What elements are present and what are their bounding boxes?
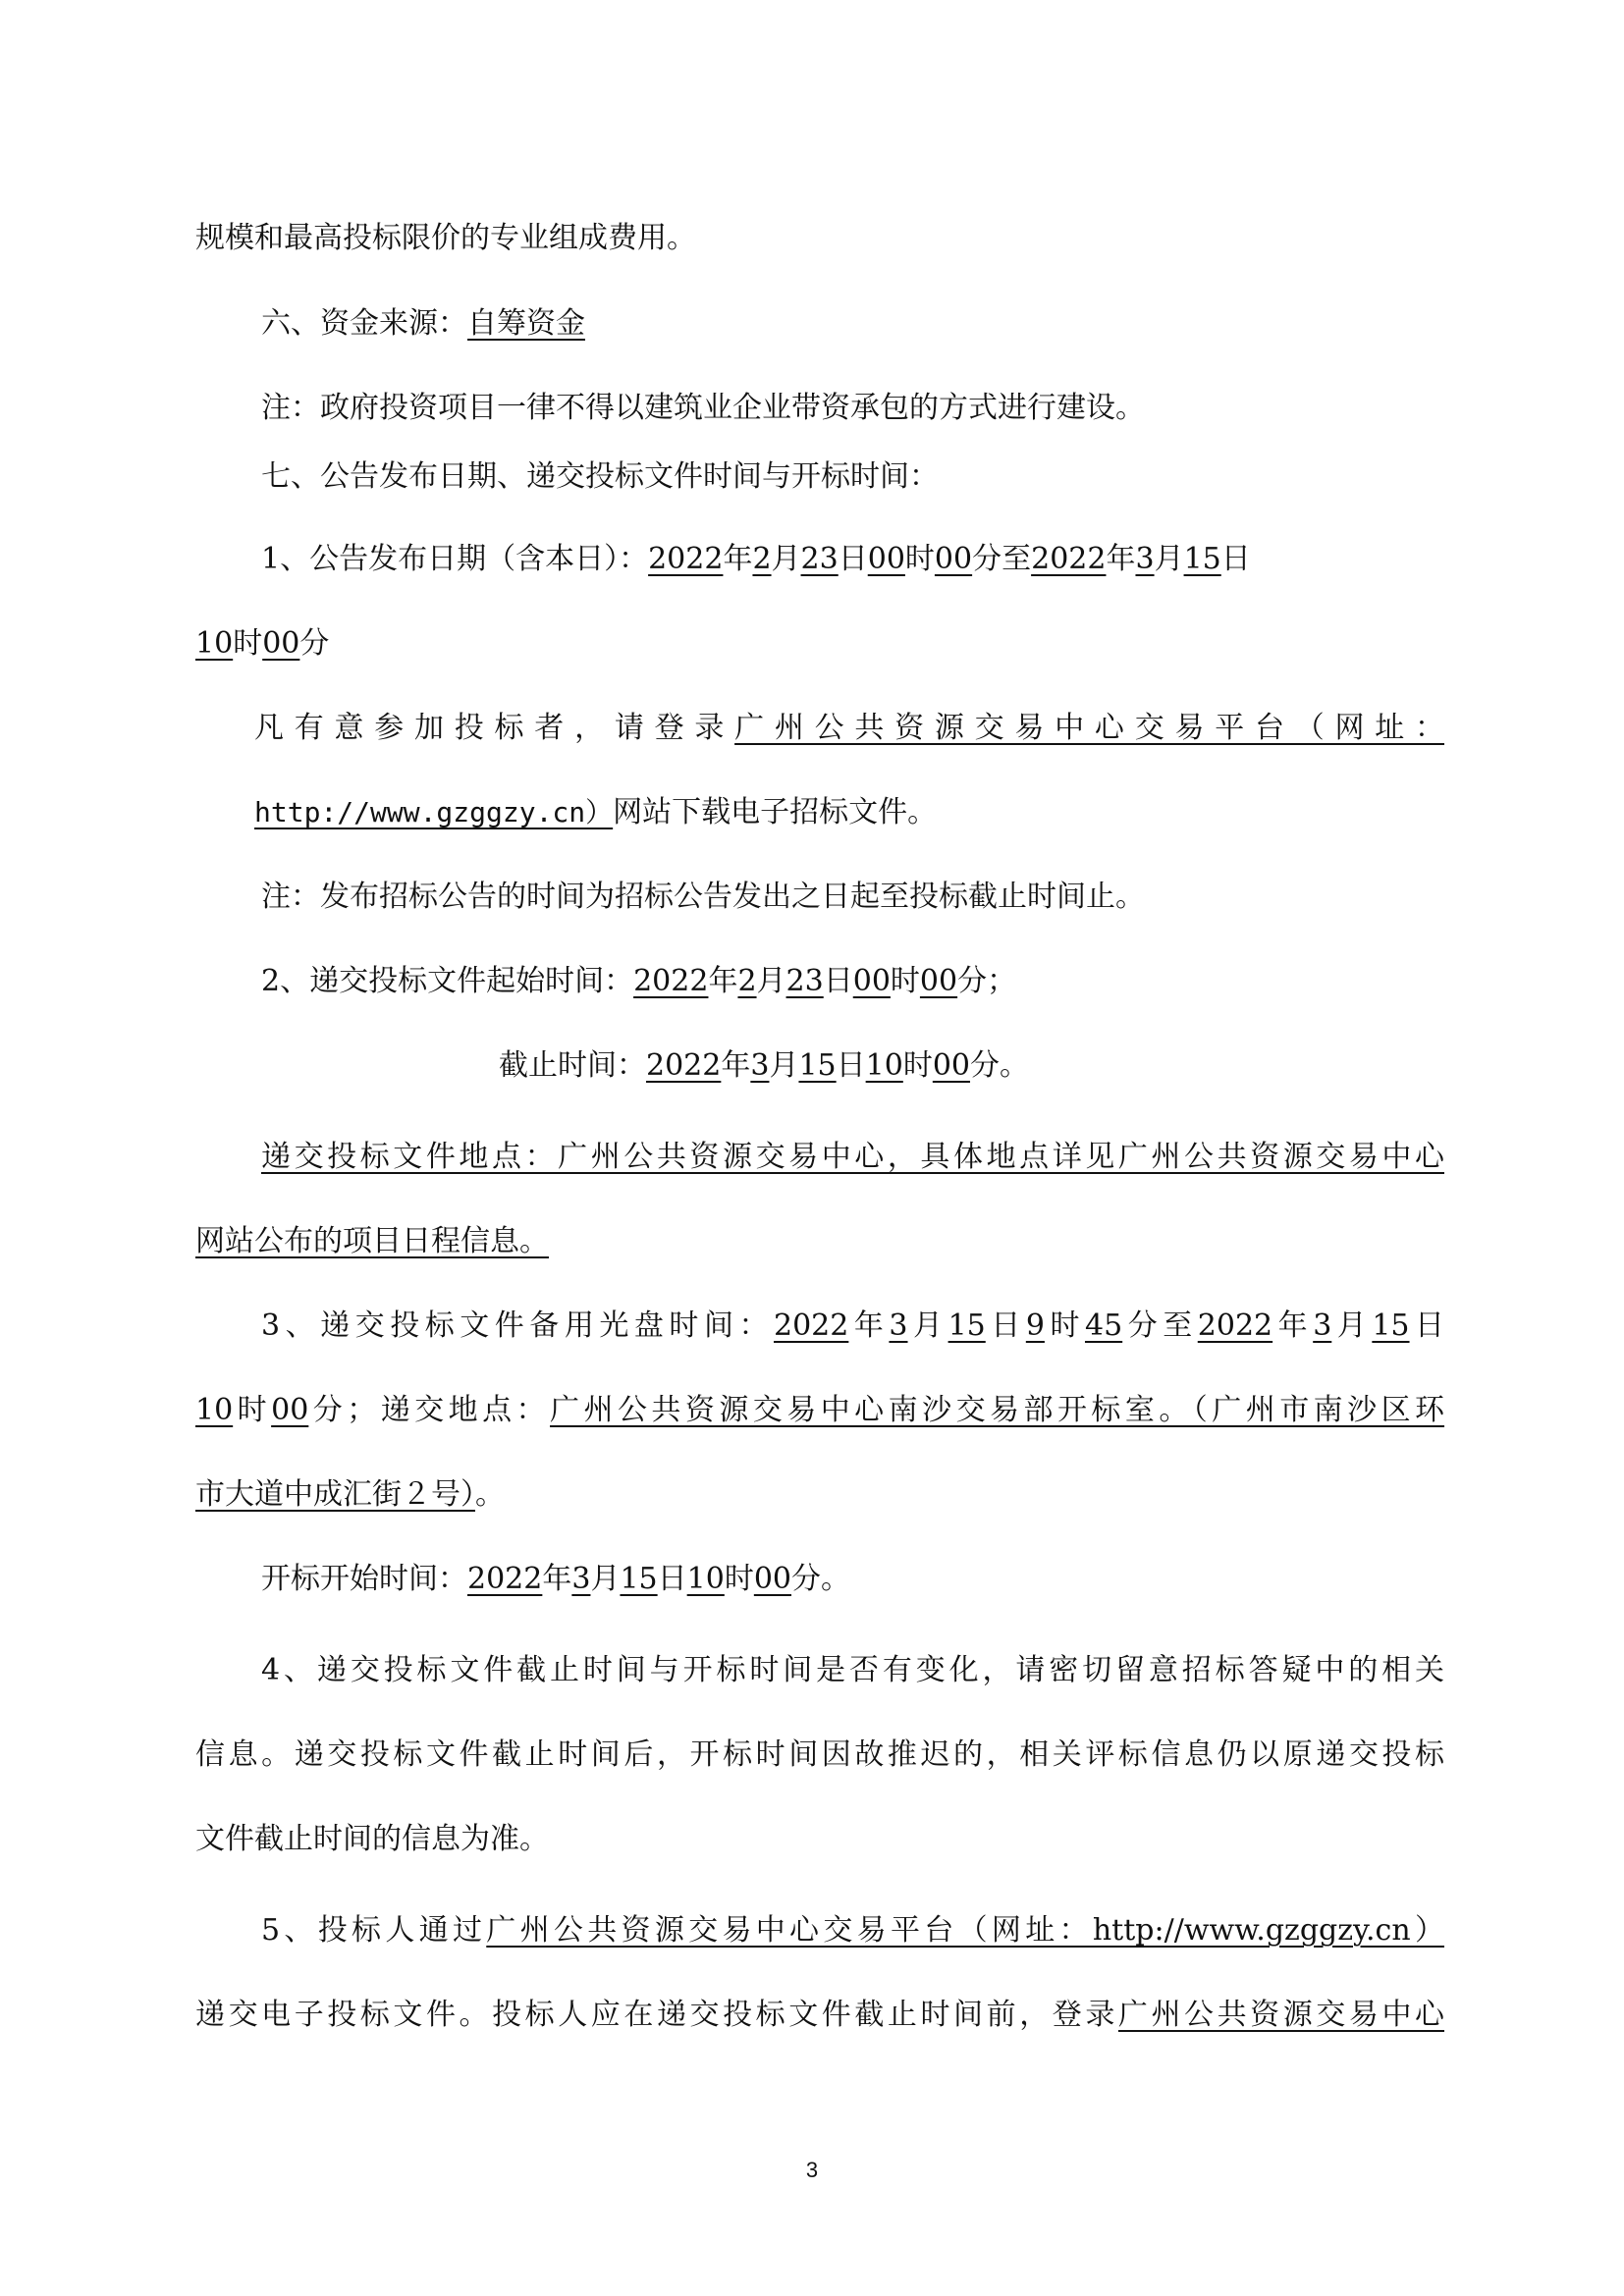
bid-opening-label: 开标开始时间： [261, 1562, 467, 1596]
opening-month: 3 [571, 1562, 591, 1596]
backup-place-value: 广州公共资源交易中心南沙交易部开标室。（广州市南沙区环 [550, 1393, 1445, 1427]
submission-place-text: 递交投标文件地点：广州公共资源交易中心，具体地点详见广州公共资源交易中心 [261, 1140, 1444, 1174]
opening-minute: 00 [753, 1562, 792, 1596]
download-text: 凡有意参加投标者，请登录 [254, 711, 735, 745]
deadline-minute: 00 [932, 1048, 971, 1083]
item-5-platform-link[interactable]: 广州公共资源交易中心交易平台（网址：http://www.gzggzy.cn） [486, 1913, 1444, 1948]
backup-start-hour: 9 [1025, 1308, 1045, 1343]
backup-end-minute: 00 [271, 1393, 309, 1427]
platform-link[interactable]: 广州公共资源交易中心交易平台（网址： [734, 711, 1445, 745]
deadline-month: 3 [750, 1048, 770, 1083]
item-4-text-3: 文件截止时间的信息为准。 [195, 1822, 549, 1856]
section-title: 七、公告发布日期、递交投标文件时间与开标时间： [261, 459, 939, 494]
end-day: 15 [1183, 542, 1221, 576]
start-month: 2 [752, 542, 772, 576]
announcement-date-label: 1、公告发布日期（含本日）： [261, 542, 649, 576]
opening-year: 2022 [467, 1562, 543, 1596]
submission-start-hour: 00 [852, 964, 891, 998]
document-page: 规模和最高投标限价的专业组成费用。 六、资金来源：自筹资金 注：政府投资项目一律不得以建筑业企业带资承包的方式进行建设。 七、公告发布日期、递交投标文件时间与开标时间： 1、公告发布日期（含本日）：2022年2月23日00时00分至2022年3月15日 10时00分 凡有意参加投标者，请登录广州公共资源交易中心交易平台（网址： http://www.gzggzy.cn）网站下载电子招标文件。 注：发布招标公告的时间为招标公告发出之日起至投标截止时间止。 2、递交投标文件起始时间：2022年2月23日00时00分； 截止时间：2022年3月15日10时00分。 递交投标文件地点：广州公共资源交易中心，具体地点详见广州公共资源交易中心 网站公布的项目日程信息。 3、递交投标文件备用光盘时间：2022年3月15日9时45分至2022年3月15日 10时00分；递交地点：广州公共资源交易中心南沙交易部开标室。（广州市南沙区环 市大道中成汇街２号）。 开标开始时间：2022年3月15日10时00分。 4、递交投标文件截止时间与开标时间是否有变化，请密切留意招标答疑中的相关 信息。递交投标文件截止时间后，开标时间因故推迟的，相关评标信息仍以原递交投标 文件截止时间的信息为准。 5、投标人通过广州公共资源交易中心交易平台（网址：http://www.gzggzy.cn） 递交电子投标文件。投标人应在递交投标文件截止时间前，登录广州公共资源交易中心 3 [0, 0, 1624, 2296]
backup-disc-label: 3、递交投标文件备用光盘时间： [261, 1308, 774, 1343]
funding-value: 自筹资金 [467, 306, 585, 341]
item-4-text-2: 信息。递交投标文件截止时间后，开标时间因故推迟的，相关评标信息仍以原递交投标 [195, 1737, 1444, 1772]
item-5-text: 递交电子投标文件。投标人应在递交投标文件截止时间前，登录 [195, 1998, 1118, 2032]
download-suffix: 网站下载电子招标文件。 [613, 795, 938, 829]
end-hour: 10 [195, 626, 234, 661]
opening-day: 15 [620, 1562, 658, 1596]
end-year: 2022 [1031, 542, 1107, 576]
platform-url-link[interactable]: http://www.gzggzy.cn） [254, 796, 614, 828]
submission-start-label: 2、递交投标文件起始时间： [261, 964, 634, 998]
backup-end-day: 15 [1372, 1308, 1410, 1343]
submission-start-day: 23 [785, 964, 824, 998]
backup-end-hour: 10 [195, 1393, 234, 1427]
backup-end-month: 3 [1313, 1308, 1332, 1343]
deadline-day: 15 [798, 1048, 837, 1083]
backup-place-label: ；递交地点： [347, 1393, 551, 1427]
item-5-prefix: 5、投标人通过 [261, 1913, 487, 1948]
note-text: 注：政府投资项目一律不得以建筑业企业带资承包的方式进行建设。 [261, 391, 1145, 425]
item-5-center-link[interactable]: 广州公共资源交易中心 [1117, 1998, 1445, 2032]
backup-start-month: 3 [889, 1308, 908, 1343]
start-hour: 00 [867, 542, 905, 576]
end-month: 3 [1135, 542, 1155, 576]
start-minute: 00 [934, 542, 973, 576]
submission-start-year: 2022 [633, 964, 709, 998]
submission-start-minute: 00 [919, 964, 958, 998]
item-4-text-1: 4、递交投标文件截止时间与开标时间是否有变化，请密切留意招标答疑中的相关 [261, 1653, 1444, 1687]
backup-start-year: 2022 [774, 1308, 849, 1343]
deadline-year: 2022 [646, 1048, 722, 1083]
opening-hour: 10 [686, 1562, 725, 1596]
backup-start-day: 15 [947, 1308, 986, 1343]
submission-place-text-2: 网站公布的项目日程信息。 [195, 1224, 549, 1258]
page-number: 3 [805, 2158, 819, 2182]
backup-start-minute: 45 [1084, 1308, 1123, 1343]
submission-start-month: 2 [737, 964, 757, 998]
funding-label: 六、资金来源： [261, 306, 467, 341]
backup-end-year: 2022 [1197, 1308, 1273, 1343]
start-day: 23 [800, 542, 839, 576]
paragraph-text: 规模和最高投标限价的专业组成费用。 [195, 221, 696, 255]
backup-place-address: 市大道中成汇街２号） [195, 1477, 475, 1512]
deadline-label: 截止时间： [499, 1048, 646, 1083]
start-year: 2022 [648, 542, 724, 576]
deadline-hour: 10 [865, 1048, 903, 1083]
note-text: 注：发布招标公告的时间为招标公告发出之日起至投标截止时间止。 [261, 880, 1145, 914]
end-minute: 00 [262, 626, 300, 661]
